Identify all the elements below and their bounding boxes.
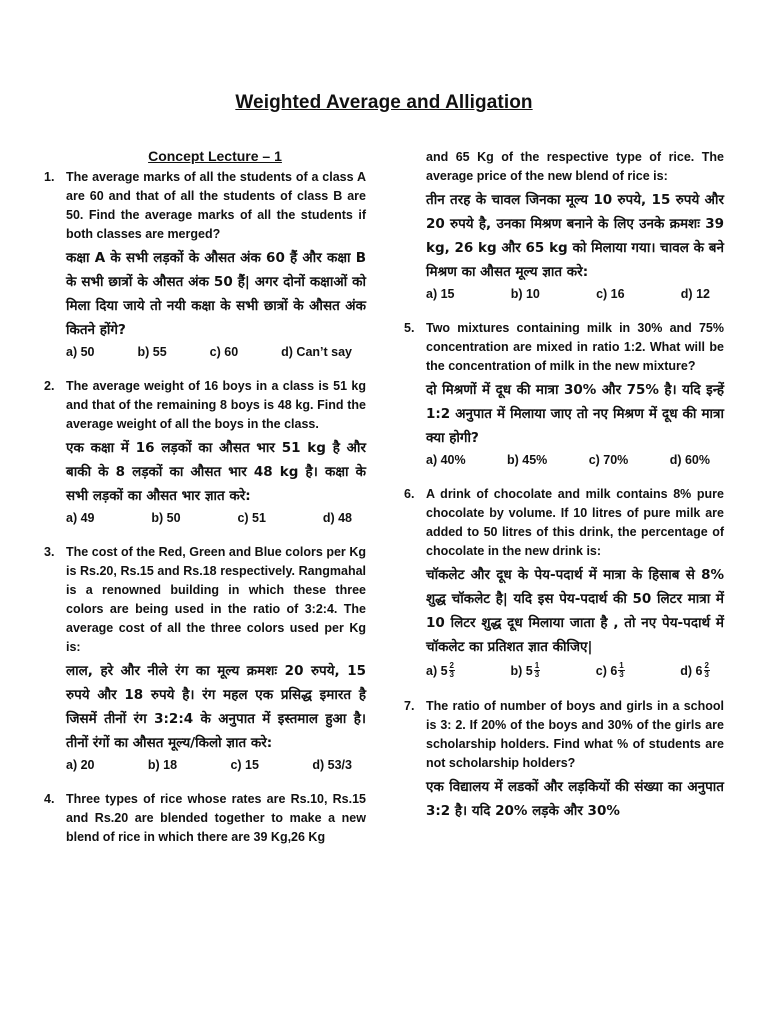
option-d (680, 662, 710, 679)
question-number: 7. (404, 699, 415, 713)
question-number: 6. (404, 487, 415, 501)
option-b: b) 18 (147, 758, 178, 772)
option-d: d) Can’t say (281, 345, 352, 359)
fraction-numerator: 1 (619, 661, 624, 670)
option-b: b) 50 (151, 511, 181, 525)
answer-options (426, 287, 724, 301)
fraction-numerator: 2 (704, 661, 709, 670)
question-1 (44, 168, 366, 359)
question-text-hindi: चॉकलेट और दूध के पेय-पदार्थ में मात्रा के हिसाब से 8% शुद्ध चॉकलेट है| यदि इस पेय-पदार्थ की 50 लिटर मात्रा में 10 लिटर शुद्ध दूध मिलाया जाता है , तो नए पेय-पदार्थ में चॉकलेट का प्रतिशत ज्ञात कीजिए| (426, 567, 724, 655)
question-3 (44, 543, 366, 772)
question-number: 2. (44, 379, 55, 393)
option-a (426, 662, 455, 679)
question-text-english: The average marks of all the students of a class A are 60 and that of all the students of class B are 50. Find the average marks of all the students if both classes are merged? (66, 170, 366, 241)
fraction-numerator: 1 (534, 661, 540, 670)
fraction-numerator: 2 (449, 661, 454, 670)
left-column (44, 148, 366, 847)
answer-options (66, 511, 366, 525)
question-6 (404, 485, 724, 679)
option-c: c) 16 (596, 287, 625, 301)
option-a: a) 49 (66, 511, 95, 525)
fraction-denominator: 3 (449, 670, 454, 679)
answer-options (66, 758, 366, 772)
question-text-english: A drink of chocolate and milk contains 8% pure chocolate by volume. If 10 litres of pure milk are added to 50 litres of this drink, the percentage of chocolate in the new drink is: (426, 487, 724, 558)
question-7 (404, 697, 724, 823)
option-d: d) 60% (669, 453, 710, 467)
option-c: c) 51 (237, 511, 266, 525)
fraction-denominator: 3 (619, 670, 624, 679)
question-text-english: The cost of the Red, Green and Blue colors per Kg is Rs.20, Rs.15 and Rs.18 respectively. Rangmahal is a renowned building in which these three colors are being used in the ratio of 3:2:4. The average cost of all the three colors used per Kg is: (66, 545, 366, 654)
question-4-continued (404, 148, 724, 301)
question-text-english: Two mixtures containing milk in 30% and 75% concentration are mixed in ratio 1:2. What will be the concentration of milk in the new mixture? (426, 321, 724, 373)
question-2 (44, 377, 366, 525)
question-4 (44, 790, 366, 847)
option-a: a) 20 (66, 758, 95, 772)
question-text-hindi: तीन तरह के चावल जिनका मूल्य 10 रुपये, 15 रुपये और 20 रुपये है, उनका मिश्रण बनाने के लिए उनके क्रमशः 39 kg, 26 kg और 65 kg को मिलाया गया। चावल के बने मिश्रण का औसत मूल्य ज्ञात करे: (426, 192, 724, 280)
option-a: a) 50 (66, 345, 95, 359)
answer-options (426, 662, 724, 679)
question-number: 4. (44, 792, 55, 806)
fraction (618, 662, 624, 679)
question-text-english: The ratio of number of boys and girls in a school is 3: 2. If 20% of the boys and 30% of the girls are scholarship holders. Find what % of students are not scholarship holders? (426, 699, 724, 770)
option-b: b) 55 (137, 345, 167, 359)
fraction-denominator: 3 (704, 670, 709, 679)
question-text-hindi: एक विद्यालय में लडकों और लड़कियों की संख्या का अनुपात 3:2 है। यदि 20% लड़के और 30% (426, 779, 724, 819)
option-b-whole: b) 5 (510, 663, 533, 678)
page-title: Weighted Average and Alligation (235, 92, 533, 113)
question-text-hindi: लाल, हरे और नीले रंग का मूल्य क्रमशः 20 रुपये, 15 रुपये और 18 रुपये है। रंग महल एक प्रसिद्ध इमारत है जिसमें तीनों रंग 3:2:4 के अनुपात में इस्तमाल हुआ है। तीनों रंगों का औसत मूल्य/किलो ज्ञात करे: (66, 663, 366, 751)
option-c (596, 662, 625, 679)
fraction-denominator: 3 (534, 670, 540, 679)
option-c: c) 70% (588, 453, 629, 467)
question-number: 1. (44, 170, 55, 184)
question-number: 3. (44, 545, 55, 559)
fraction (449, 662, 455, 679)
option-a: a) 15 (426, 287, 455, 301)
option-b: b) 45% (507, 453, 548, 467)
option-a: a) 40% (426, 453, 466, 467)
question-text-english: and 65 Kg of the respective type of rice. The average price of the new blend of rice is: (426, 150, 724, 183)
answer-options (66, 345, 366, 359)
option-b (511, 662, 541, 679)
question-text-hindi: कक्षा A के सभी लड़कों के औसत अंक 60 हैं और कक्षा B के सभी छात्रों के औसत अंक 50 हैं| अगर दोनों कक्षाओं को मिला दिया जाये तो नयी कक्षा के सभी छात्रों के औसत अंक कितने होंगे? (66, 250, 366, 338)
question-5 (404, 319, 724, 467)
option-c-whole: c) 6 (595, 663, 618, 678)
right-column (404, 148, 724, 823)
fraction (534, 662, 540, 679)
question-text-english: Three types of rice whose rates are Rs.10, Rs.15 and Rs.20 are blended together to make a new blend of rice in which there are 39 Kg,26 Kg (66, 792, 366, 844)
option-c: c) 60 (209, 345, 239, 359)
option-b: b) 10 (510, 287, 540, 301)
question-text-hindi: एक कक्षा में 16 लड़कों का औसत भार 51 kg है और बाकी के 8 लड़कों का औसत भार 48 kg है। कक्षा के सभी लड़कों का औसत भार ज्ञात करे: (66, 440, 366, 504)
option-c: c) 15 (230, 758, 259, 772)
question-text-hindi: दो मिश्रणों में दूध की मात्रा 30% और 75% है। यदि इन्हें 1:2 अनुपात में मिलाया जाए तो नए मिश्रण में दूध की मात्रा क्या होगी? (426, 382, 724, 446)
option-a-whole: a) 5 (426, 663, 448, 678)
fraction (704, 662, 710, 679)
option-d: d) 12 (680, 287, 710, 301)
option-d-whole: d) 6 (680, 663, 703, 678)
option-d: d) 48 (322, 511, 352, 525)
question-text-english: The average weight of 16 boys in a class is 51 kg and that of the remaining 8 boys is 48 kg. Find the average weight of all the boys in the class. (66, 379, 366, 431)
option-d: d) 53/3 (312, 758, 352, 772)
answer-options (426, 453, 724, 467)
question-number: 5. (404, 321, 415, 335)
section-subtitle: Concept Lecture – 1 (148, 148, 282, 164)
